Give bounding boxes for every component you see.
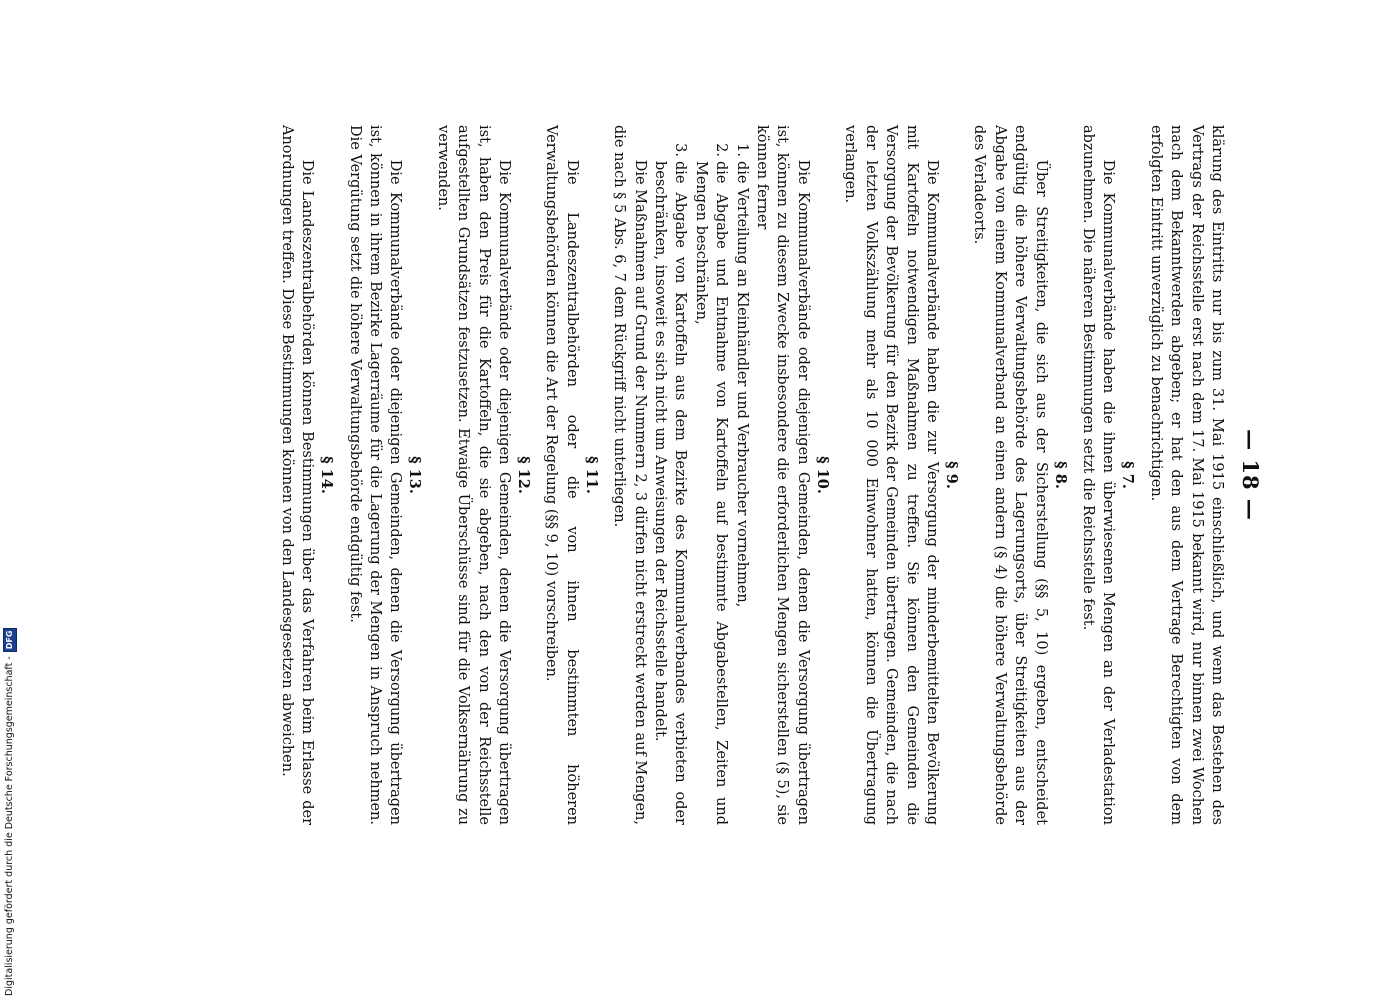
paragraph: Die Kommunalverbände haben die zur Versorgung der minderbemittelten Bevölkerung mit Kartoffeln notwendigen Maßnahmen zu treffen. Sie können den Gemeinden die Versorgung der Bevölkerung für den Bezirk der Gemeinden übertragen. Gemeinden, die nach der letzten Volkszählung mehr als 10 000 Einwohner hatten, können die Übertragung verlangen. <box>842 125 940 825</box>
credit-line <box>3 628 17 996</box>
list-item-number: 1. <box>733 143 750 157</box>
paragraph: Die Kommunalverbände oder diejenigen Gemeinden, denen die Versorgung übertragen ist, haben den Preis für die Kartoffeln, die sie abgeben, nach den von der Reichsstelle aufgestellten Grundsätzen festzusetzen. Etwaige Überschüsse sind für die Volksernährung zu verwenden. <box>434 125 513 825</box>
enumerated-list <box>650 125 752 825</box>
paragraph: Die Landeszentralbehörden können Bestimmungen über das Verfahren beim Erlasse der Anordnungen treffen. Diese Bestimmungen können von den Landesgesetzen abweichen. <box>278 125 316 825</box>
section-heading: § 12. <box>515 456 533 494</box>
section-heading: § 10. <box>813 456 831 494</box>
paragraph: Die Maßnahmen auf Grund der Nummern 2, 3 dürfen nicht erstreckt werden auf Mengen, die nach § 5 Abs. 6, 7 dem Rückgriff nicht unterliegen. <box>611 125 648 825</box>
list-item-text: die Abgabe von Kartoffeln aus dem Bezirke des Kommunalverbandes verbieten oder beschränken, insoweit es sich nicht um Anweisungen der Reichsstelle handelt. <box>652 161 689 825</box>
section-heading: § 9. <box>942 461 960 489</box>
dfg-logo: DFG <box>3 628 17 653</box>
section-heading: § 14. <box>318 456 336 494</box>
page-body <box>276 125 1227 825</box>
section-heading: § 8. <box>1051 461 1069 489</box>
section-heading: § 7. <box>1119 461 1137 489</box>
page-number: — 18 — <box>1238 429 1263 521</box>
paragraph: Die Landeszentralbehörden oder die von ihnen bestimmten höheren Verwaltungsbehörden können die Art der Regelung (§§ 9, 10) vorschreiben. <box>543 125 580 825</box>
section-heading: § 11. <box>582 456 600 494</box>
list-item-text: die Verteilung an Kleinhändler und Verbraucher vornehmen, <box>733 161 750 608</box>
rotated-page-content <box>145 125 1265 825</box>
list-item <box>731 143 751 825</box>
list-item <box>650 143 691 825</box>
list-item <box>690 143 731 825</box>
paragraph: Die Kommunalverbände oder diejenigen Gemeinden, denen die Versorgung übertragen ist, können zu diesem Zwecke insbesondere die erforderlichen Mengen sicherstellen (§ 5), sie können ferner <box>754 125 811 825</box>
list-item-number: 2. <box>713 143 730 157</box>
list-item-number: 3. <box>672 143 689 157</box>
credit-text: Digitalisierung gefördert durch die Deutsche Forschungsgemeinschaft - <box>4 656 15 996</box>
section-heading: § 13. <box>406 456 424 494</box>
paragraph: Die Kommunalverbände oder diejenigen Gemeinden, denen die Versorgung übertragen ist, können in ihrem Bezirke Lagerräume für die Lagerung der Mengen in Anspruch nehmen. Die Vergütung setzt die höhere Verwaltungsbehörde endgültig fest. <box>346 125 404 825</box>
paragraph: Über Streitigkeiten, die sich aus der Sicherstellung (§§ 5, 10) ergeben, entscheidet endgültig die höhere Verwaltungsbehörde des Lagerungsorts, über Streitigkeiten aus der Abgabe von einem Kommunalverband an einen andern (§ 4) die höhere Verwaltungsbehörde des Verladeorts. <box>971 125 1049 825</box>
digitization-credit <box>1 596 17 996</box>
paragraph: Die Kommunalverbände haben die ihnen überwiesenen Mengen an der Verladestation abzunehmen. Die näheren Bestimmungen setzt die Reichsstelle fest. <box>1079 125 1117 825</box>
paragraph: klärung des Eintritts nur bis zum 31. Mai 1915 einschließlich, und wenn das Bestehen des Vertrags der Reichsstelle erst nach dem 17. Mai 1915 bekannt wird, nur binnen zwei Wochen nach dem Bekanntwerden abgeben; er hat den aus dem Vertrage Berechtigten von dem erfolgten Eintritt unverzüglich zu benachrichtigen. <box>1147 125 1225 825</box>
list-item-text: die Abgabe und Entnahme von Kartoffeln auf bestimmte Abgabestellen, Zeiten und Mengen beschränken, <box>692 161 730 825</box>
